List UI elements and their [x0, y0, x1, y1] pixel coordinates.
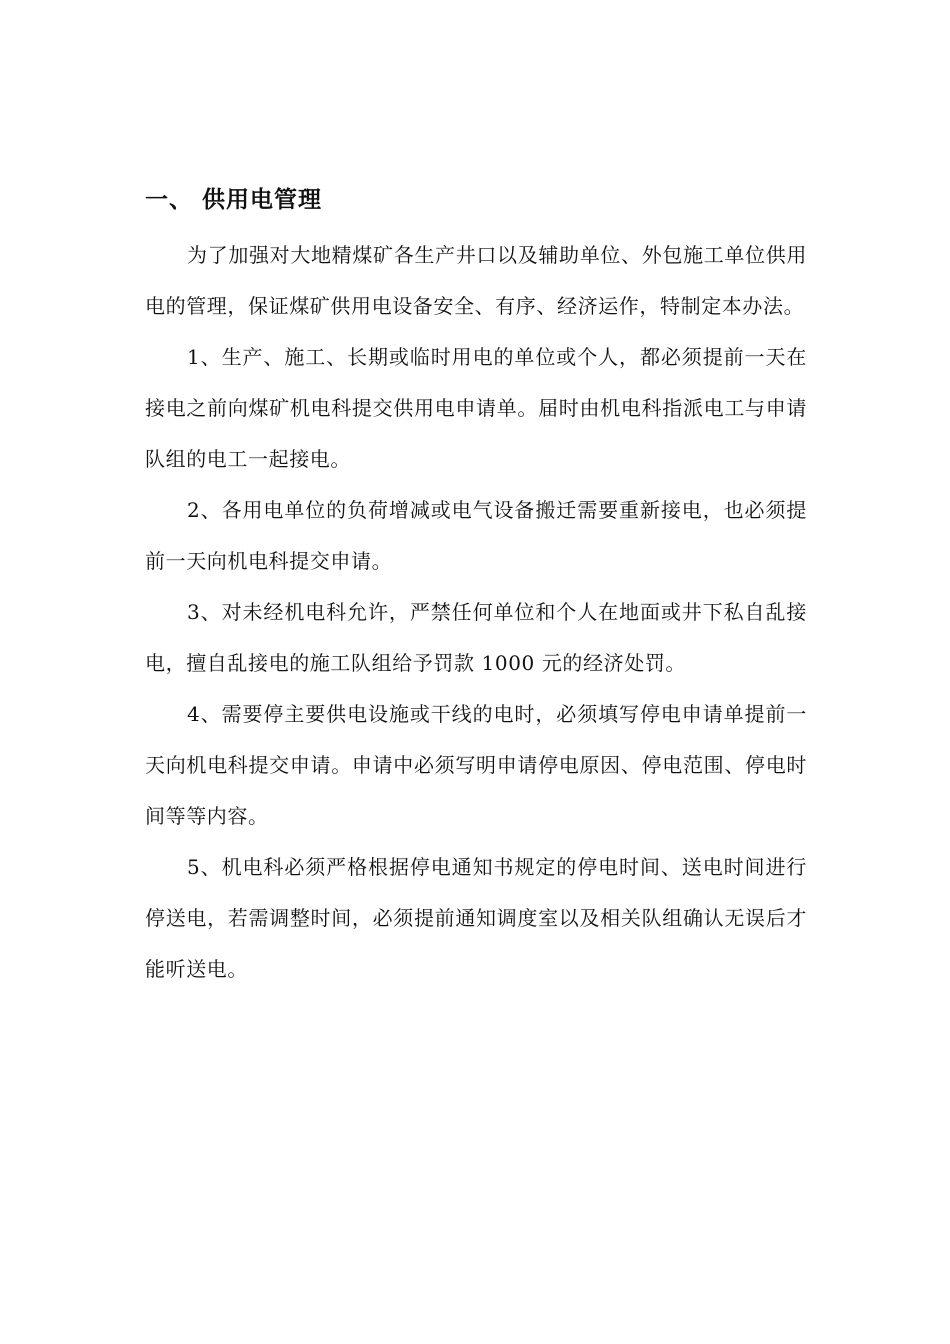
document-body [145, 180, 807, 995]
rule-item-5: 5、机电科必须严格根据停电通知书规定的停电时间、送电时间进行停送电，若需调整时间，必须提前通知调度室以及相关队组确认无误后才能听送电。 [145, 855, 807, 981]
rule-item-2: 2、各用电单位的负荷增减或电气设备搬迁需要重新接电，也必须提前一天向机电科提交申请。 [145, 498, 807, 573]
rule-item-3: 3、对未经机电科允许，严禁任何单位和个人在地面或井下私自乱接电，擅自乱接电的施工队组给予罚款 1000 元的经济处罚。 [145, 600, 807, 675]
intro-paragraph: 为了加强对大地精煤矿各生产井口以及辅助单位、外包施工单位供用电的管理，保证煤矿供用电设备安全、有序、经济运作，特制定本办法。 [145, 243, 807, 318]
section-heading: 一、 供用电管理 [145, 187, 323, 213]
rule-item-1: 1、生产、施工、长期或临时用电的单位或个人，都必须提前一天在接电之前向煤矿机电科提交供用电申请单。届时由机电科指派电工与申请队组的电工一起接电。 [145, 345, 807, 471]
rule-item-4: 4、需要停主要供电设施或干线的电时，必须填写停电申请单提前一天向机电科提交申请。申请中必须写明申请停电原因、停电范围、停电时间等等内容。 [145, 702, 807, 828]
